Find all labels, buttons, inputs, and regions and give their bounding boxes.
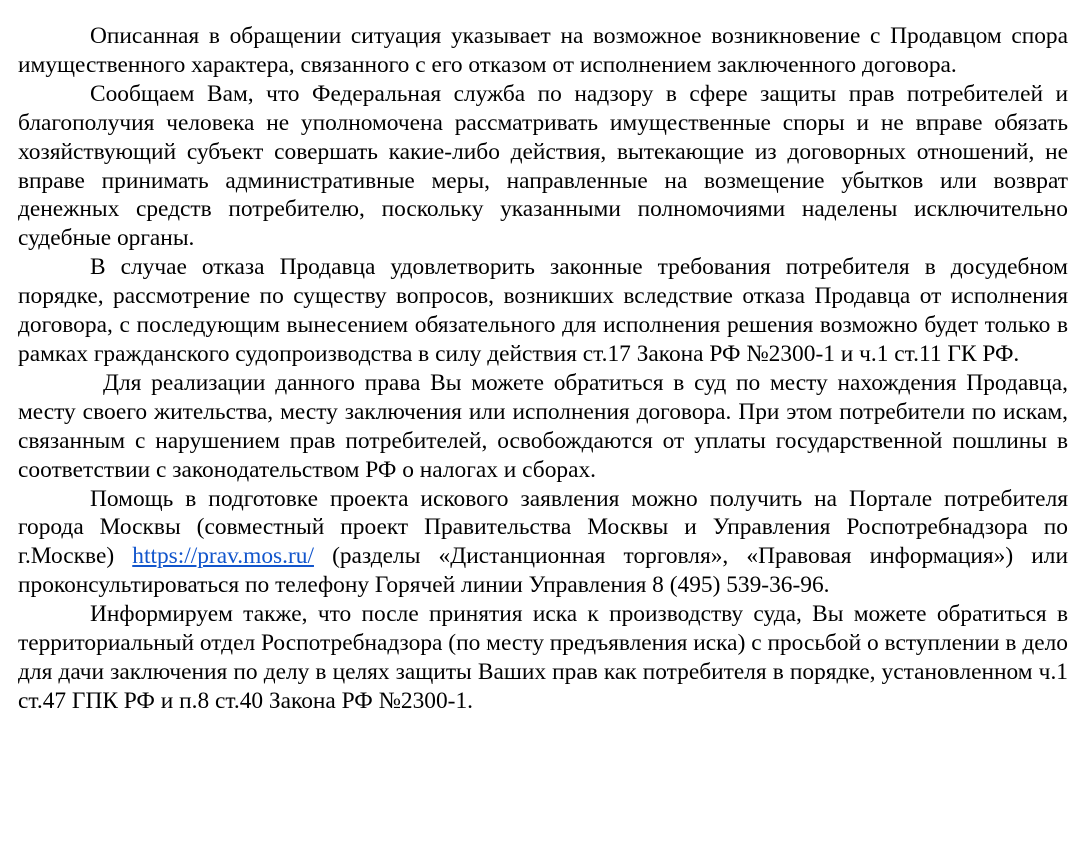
paragraph-rospotrebnadzor-powers: Сообщаем Вам, что Федеральная служба по надзору в сфере защиты прав потребителей и благополучия человека не уполномочена рассматривать имущественные споры и не вправе обязать хозяйствующий субъект совершать какие-либо действия, вытекающие из договорных отношений, не вправе принимать административные меры, направленные на возмещение убытков или возврат денежных средств потребителю, поскольку указанными полномочиями наделены исключительно судебные органы.	[18, 80, 1068, 252]
paragraph-dispute-situation: Описанная в обращении ситуация указывает на возможное возникновение с Продавцом спора имущественного характера, связанного с его отказом от исполнением заключенного договора.	[18, 23, 1068, 78]
portal-text-after-link: (разделы «Дистанционная торговля», «Правовая информация») или проконсультироваться по телефону Горячей линии Управления 8 (495) 539-36-96.	[18, 543, 1068, 599]
paragraph-court-proceedings: В случае отказа Продавца удовлетворить законные требования потребителя в досудебном порядке, рассмотрение по существу вопросов, возникших вследствие отказа Продавца от исполнения договора, с последующим вынесением обязательного для исполнения решения возможно будет только в рамках гражданского судопроизводства в силу действия ст.17 Закона РФ №2300-1 и ч.1 ст.11 ГК РФ.	[18, 254, 1068, 367]
paragraph-filing-lawsuit: Для реализации данного права Вы можете обратиться в суд по месту нахождения Продавца, месту своего жительства, месту заключения или исполнения договора. При этом потребители по искам, связанным с нарушением прав потребителей, освобождаются от уплаты государственной пошлины в соответствии с законодательством РФ о налогах и сборах.	[18, 369, 1068, 483]
paragraph-join-case: Информируем также, что после принятия иска к производству суда, Вы можете обратиться в территориальный отдел Роспотребнадзора (по месту предъявления иска) с просьбой о вступлении в дело для дачи заключения по делу в целях защиты Ваших прав как потребителя в порядке, установленном ч.1 ст.47 ГПК РФ и п.8 ст.40 Закона РФ №2300-1.	[18, 601, 1068, 714]
paragraph-consumer-portal	[18, 485, 1068, 601]
prav-mos-ru-link[interactable]: https://prav.mos.ru/	[132, 543, 314, 570]
portal-text-before-link: Помощь в подготовке проекта искового заявления можно получить на Портале потребителя города Москвы (совместный проект Правительства Москвы и Управления Роспотребнадзора по г.Москве)	[18, 485, 1068, 570]
